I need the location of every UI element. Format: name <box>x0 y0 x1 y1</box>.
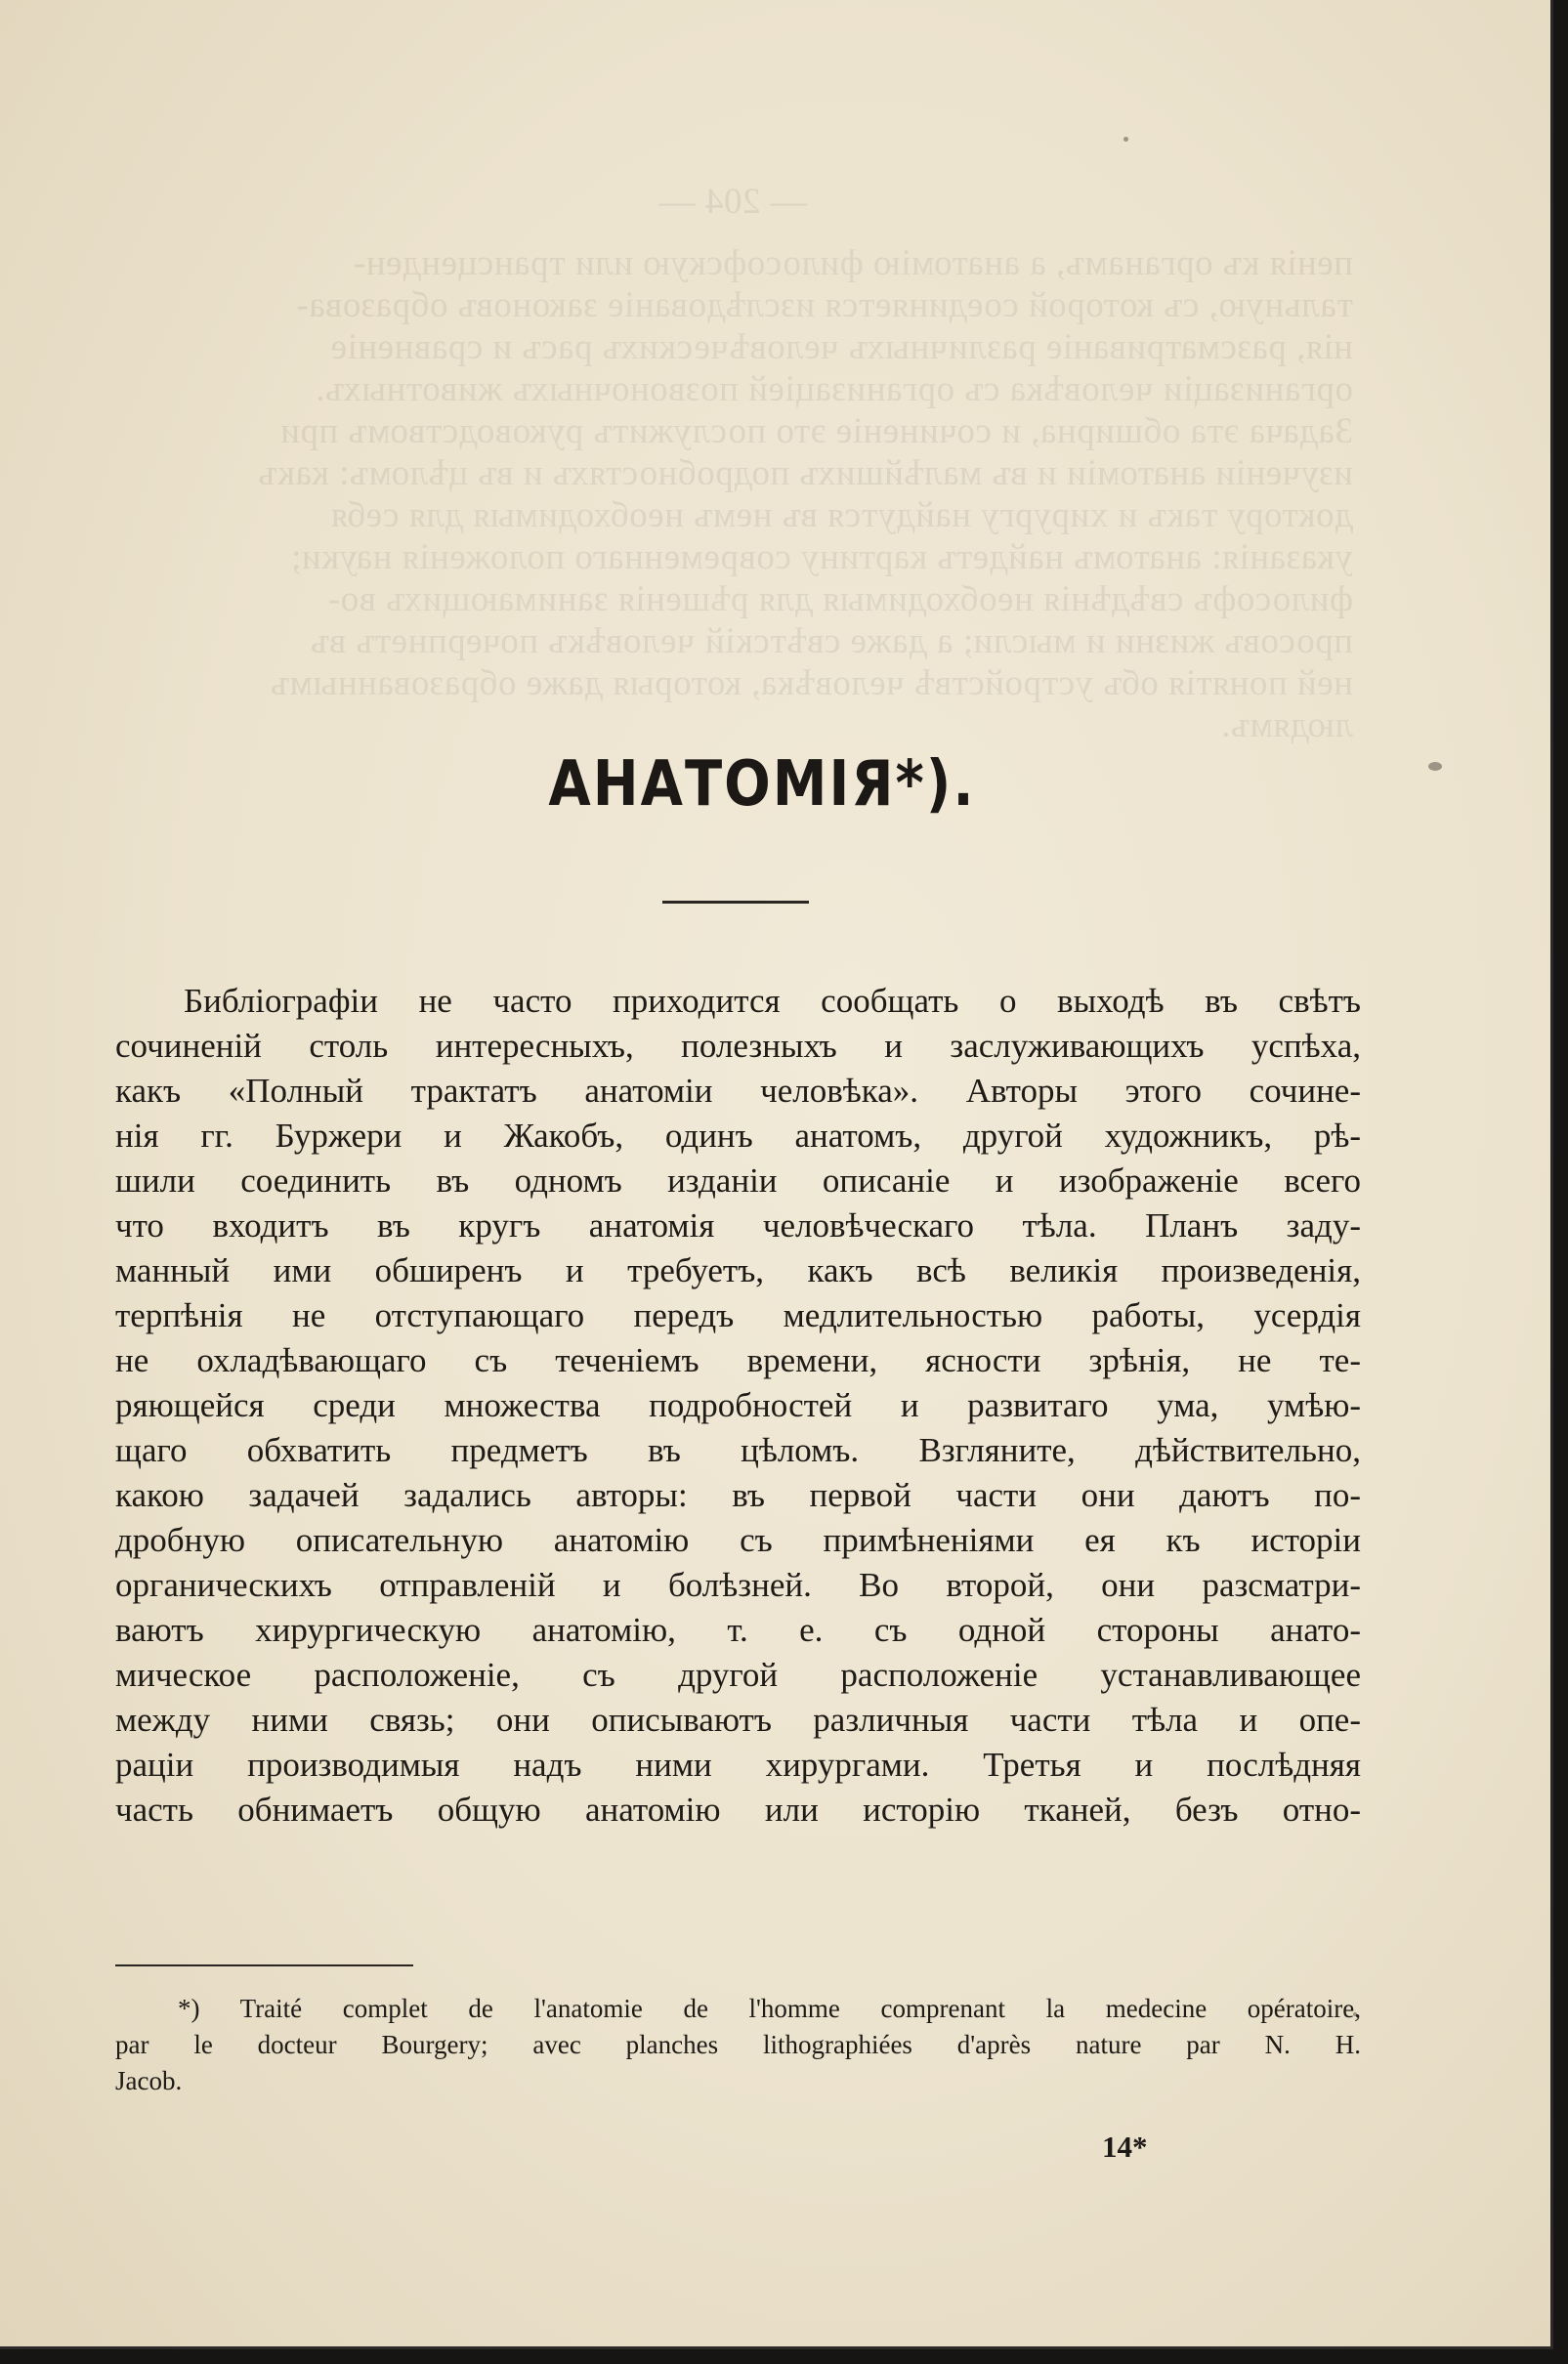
text-line: шили соединить въ одномъ изданіи описаніе и изображеніе всего <box>115 1161 1361 1200</box>
footnote-divider <box>115 1964 413 1966</box>
footnote-line: *) Traité complet de l'anatomie de l'homme comprenant la medecine opératoire, <box>178 1994 1361 2023</box>
text-line: ваютъ хирургическую анатомію, т. е. съ одной стороны анато- <box>115 1611 1361 1649</box>
text-line: дробную описательную анатомію съ примѣненіями ея къ исторіи <box>115 1521 1361 1559</box>
footnote-line: par le docteur Bourgery; avec planches lithographiées d'après nature par N. H. <box>115 2030 1361 2059</box>
text-line: раціи производимыя надъ ними хирургами. Третья и послѣдняя <box>115 1746 1361 1784</box>
ink-speck <box>1123 137 1128 142</box>
article-heading: АНАТОМІЯ*). <box>548 747 976 821</box>
text-line: часть обнимаетъ общую анатомію или исторію тканей, безъ отно- <box>115 1791 1361 1829</box>
ink-speck <box>1353 2012 1357 2016</box>
footnote-line: Jacob. <box>115 2066 183 2095</box>
body-paragraph <box>115 979 1361 1833</box>
bleed-through-text: — 204 — пенія къ органамъ, а анатомію философскую или трансценден- тальную, съ которой соединяется изслѣдованіе законовъ образова- нія, разсматриваніе различныхъ человѣческихъ расъ и сравненіе организаціи человѣка съ организаціей позвоночныхъ животныхъ. Задача эта обширна, и сочиненіе это послужитъ руководствомъ при изученіи анатоміи и въ малѣйшихъ подробностяхъ и въ цѣломъ: какъ доктору такъ и хирургу найдутся въ немъ необходимыя для себя указанія: анатомъ найдетъ картину современнаго положенія науки; философъ свѣдѣнія необходимыя для рѣшенія занимающихъ во- просовъ жизни и мысли; а даже свѣтскій человѣкъ почерпнетъ въ ней понятія объ устройствѣ человѣка, которыя даже образованнымъ людямъ. <box>257 182 1353 745</box>
text-line: что входитъ въ кругъ анатомія человѣческаго тѣла. Планъ заду- <box>115 1206 1361 1245</box>
text-line: манный ими обширенъ и требуетъ, какъ всѣ великія произведенія, <box>115 1251 1361 1289</box>
text-line: органическихъ отправленій и болѣзней. Во второй, они разсматри- <box>115 1566 1361 1604</box>
text-line: нія гг. Буржери и Жакобъ, одинъ анатомъ, другой художникъ, рѣ- <box>115 1117 1361 1155</box>
heading-divider <box>662 901 809 904</box>
ink-speck <box>1428 762 1442 771</box>
text-line: какъ «Полный трактатъ анатоміи человѣка». Авторы этого сочине- <box>115 1072 1361 1110</box>
text-line: Библіографіи не часто приходится сообщать о выходѣ въ свѣтъ <box>184 982 1361 1020</box>
footnote <box>115 1991 1361 2099</box>
text-line: терпѣнія не отступающаго передъ медлительностью работы, усердія <box>115 1296 1361 1334</box>
text-line: не охладѣвающаго съ теченіемъ времени, ясности зрѣнія, не те- <box>115 1341 1361 1379</box>
text-line: между ними связь; они описываютъ различныя части тѣла и опе- <box>115 1701 1361 1739</box>
text-line: щаго обхватить предметъ въ цѣломъ. Взгляните, дѣйствительно, <box>115 1431 1361 1469</box>
text-line: мическое расположеніе, съ другой расположеніе устанавливающее <box>115 1656 1361 1694</box>
text-line: сочиненій столь интересныхъ, полезныхъ и заслуживающихъ успѣха, <box>115 1027 1361 1065</box>
text-line: какою задачей задались авторы: въ первой части они даютъ по- <box>115 1476 1361 1514</box>
signature-mark: 14* <box>1102 2130 1148 2164</box>
text-line: ряющейся среди множества подробностей и развитаго ума, умѣю- <box>115 1386 1361 1424</box>
